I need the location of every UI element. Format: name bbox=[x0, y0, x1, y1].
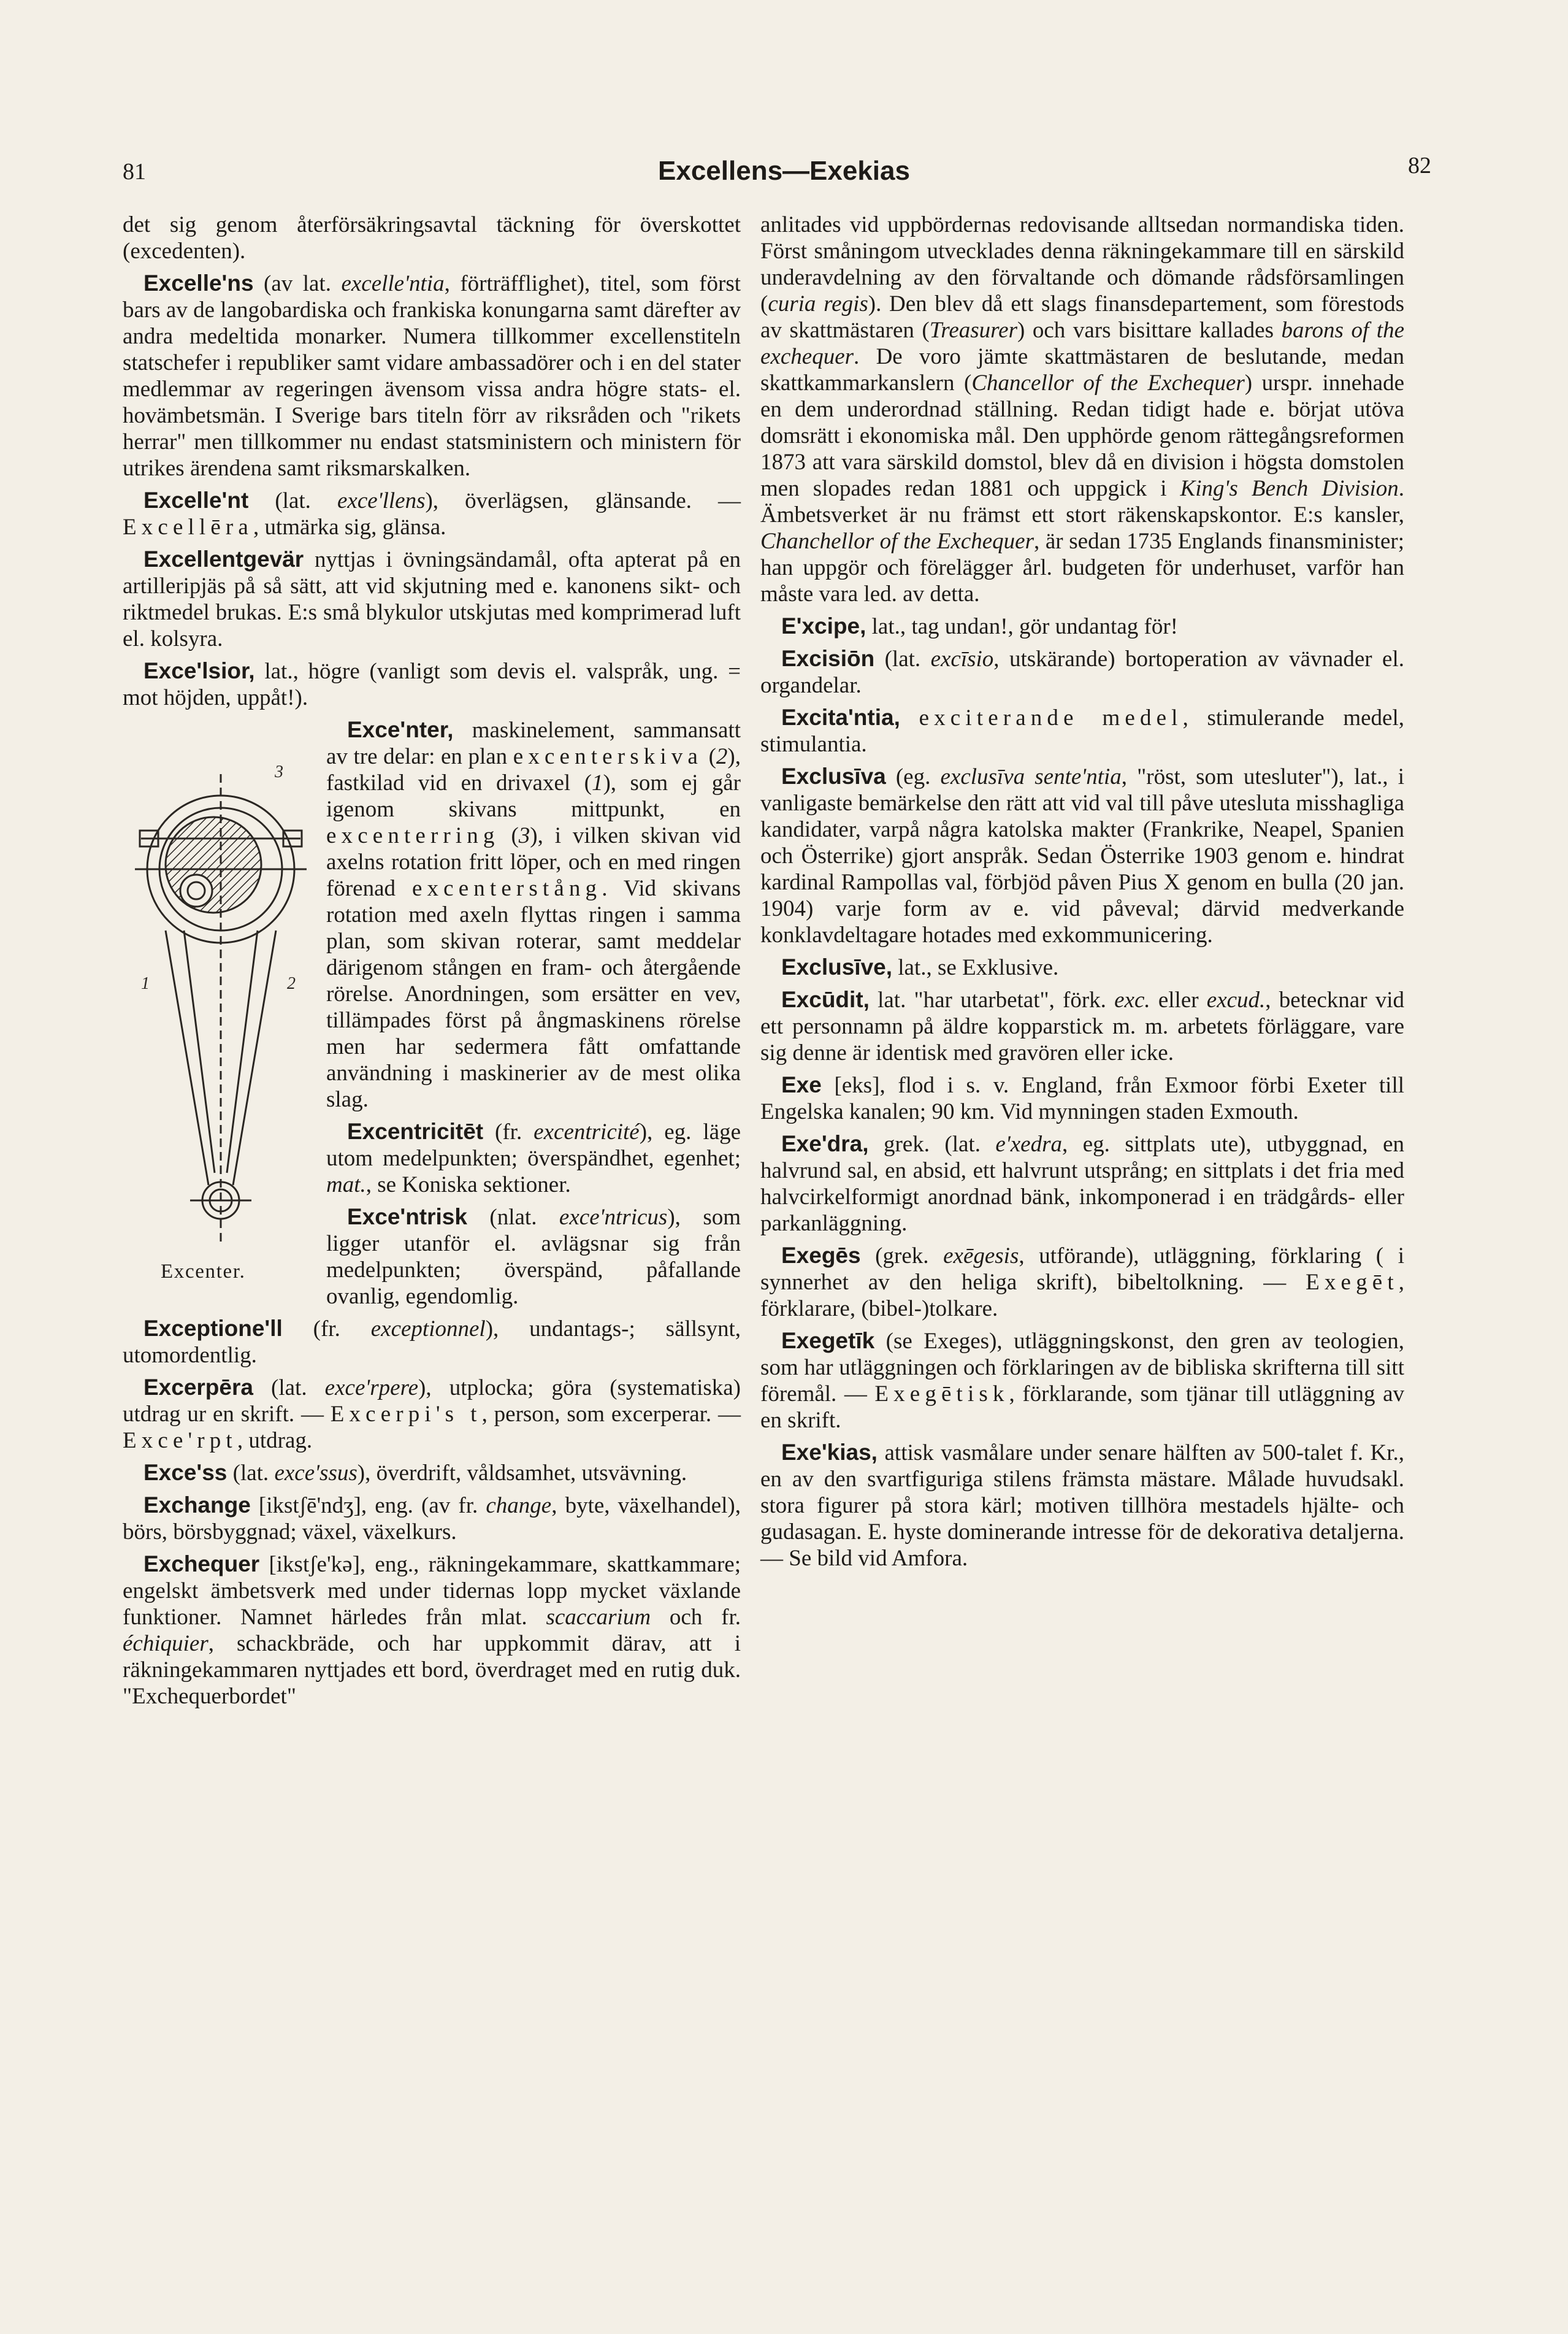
dictionary-entry bbox=[123, 1374, 741, 1454]
headword: Exe'dra, bbox=[781, 1131, 869, 1156]
dictionary-entry bbox=[760, 954, 1404, 981]
entry-text: [eks], flod i s. v. England, från Exmoor förbi Exeter till Engelska kanalen; 90 km. Vid mynningen staden Exmouth. bbox=[760, 1073, 1404, 1124]
spaced-term: Excellēra bbox=[123, 515, 253, 540]
italic-text: excentricité bbox=[534, 1119, 640, 1145]
entry-text: (fr. bbox=[282, 1316, 371, 1342]
figure-label-3: 3 bbox=[275, 762, 283, 781]
dictionary-entry bbox=[123, 546, 741, 652]
entry-text: , "röst, som utesluter"), lat., i vanligaste bemärkelse den rätt att vid val till påve utesluta misshagliga kandidater, varpå några katolska makter (Frankrike, Neapel, Spanien och Österrike) gjort anspråk. Sedan Österrike 1903 genom e. hindrat kardinal Rampollas val, förbjöd påven Pius X genom en bulla (20 jan. 1904) varje form av e. vid påveval; därvid medverkande konklavdeltagare hotades med exkommunicering. bbox=[760, 764, 1405, 948]
entry-text: det sig genom återförsäkringsavtal täckning för överskottet (excedenten). bbox=[123, 212, 741, 264]
dictionary-entry bbox=[760, 613, 1404, 640]
italic-text: curia regis bbox=[768, 291, 868, 317]
italic-text: exceptionnel bbox=[370, 1316, 486, 1342]
continued-text bbox=[760, 212, 1404, 607]
spaced-term: Exce'rpt bbox=[123, 1428, 237, 1453]
entry-text: , förklarare, (bibel-)tolkare. bbox=[760, 1270, 1404, 1321]
headword: Excerpēra bbox=[143, 1375, 253, 1400]
figure-label-2: 2 bbox=[287, 974, 296, 993]
italic-text: change bbox=[486, 1493, 552, 1518]
entry-text: (lat. bbox=[248, 488, 337, 513]
entry-text: , byte, växelhandel), börs, börsbyggnad; växel, växelkurs. bbox=[123, 1493, 741, 1545]
entry-text: lat., högre (vanligt som devis el. valspråk, ung. = mot höjden, uppåt!). bbox=[123, 659, 741, 710]
entry-text: , betecknar vid ett personnamn på äldre kopparstick m. m. arbetets förläggare, vare sig denne är identisk med gravören eller icke. bbox=[760, 988, 1404, 1065]
entry-text: (fr. bbox=[483, 1119, 534, 1145]
headword: Excentricitēt bbox=[347, 1119, 484, 1144]
spaced-term: excenterstång bbox=[411, 876, 602, 901]
entry-text: ), eg. läge utom medelpunkten; överspändhet, egenhet; bbox=[326, 1119, 741, 1171]
dictionary-entry bbox=[760, 704, 1404, 758]
entry-text: , utdrag. bbox=[237, 1428, 313, 1453]
italic-text: exce'rpere bbox=[324, 1375, 419, 1400]
italic-text: exēgesis bbox=[943, 1243, 1019, 1269]
dictionary-entry bbox=[760, 1072, 1404, 1125]
dictionary-entry bbox=[123, 1551, 741, 1710]
italic-text: barons of the exchequer bbox=[760, 318, 1405, 369]
figure-label-1: 1 bbox=[141, 974, 150, 993]
dictionary-entry bbox=[760, 986, 1404, 1066]
italic-text: 3 bbox=[518, 823, 530, 848]
headword: Exce'nter, bbox=[347, 717, 454, 742]
headword: Exce'ss bbox=[143, 1460, 228, 1485]
italic-text: Chancellor of the Exchequer bbox=[971, 370, 1245, 396]
spaced-term: Exegēt bbox=[1306, 1270, 1399, 1295]
italic-text: e'xedra bbox=[995, 1132, 1063, 1157]
italic-text: échiquier bbox=[123, 1631, 208, 1656]
headword: Excūdit, bbox=[781, 987, 870, 1012]
headword: Exchequer bbox=[143, 1551, 260, 1576]
entry-text: ), överlägsen, glänsande. — bbox=[425, 488, 741, 513]
entry-text: ), undantags-; sällsynt, utomordentlig. bbox=[123, 1316, 741, 1368]
spaced-term: Exegētisk bbox=[874, 1381, 1009, 1407]
spaced-term: exciterande medel bbox=[919, 705, 1183, 731]
italic-text: 2 bbox=[716, 744, 728, 769]
right-column bbox=[760, 212, 1404, 1577]
italic-text: exclusīva sente'ntia bbox=[940, 764, 1122, 789]
italic-text: excud. bbox=[1206, 988, 1266, 1013]
headword: Exegēs bbox=[781, 1243, 861, 1268]
entry-text: ). Den blev då ett slags finansdepartement, som förestods av skattmästaren ( bbox=[760, 291, 1404, 343]
entry-text: . Ämbetsverket är nu främst ett stort räkenskapskontor. E:s kansler, bbox=[760, 476, 1404, 528]
entry-text: , förklarande, som tjänar till utläggning av en skrift. bbox=[760, 1381, 1404, 1433]
headword: Exceptione'll bbox=[143, 1316, 283, 1341]
dictionary-entry bbox=[760, 1131, 1404, 1237]
entry-text: , är sedan 1735 Englands finansminister; han uppgör och förelägger årl. budgeten för underhuset, varför han måste vara led. av detta. bbox=[760, 529, 1405, 607]
entry-text: ), överdrift, våldsamhet, utsvävning. bbox=[357, 1461, 687, 1486]
headword: Exegetīk bbox=[781, 1328, 875, 1353]
italic-text: Chanchellor of the Exchequer bbox=[760, 529, 1034, 554]
italic-text: mat. bbox=[326, 1172, 366, 1197]
entry-text: (av lat. bbox=[253, 271, 342, 296]
dictionary-entry bbox=[760, 645, 1404, 699]
excenter-drawing bbox=[135, 774, 307, 1246]
entry-text: (lat. bbox=[874, 647, 931, 672]
entry-text: , utskärande) bortoperation av vävnader el. organdelar. bbox=[760, 647, 1404, 698]
running-head-title: Excellens—Exekias bbox=[658, 156, 910, 186]
entry-text: , schackbräde, och har uppkommit därav, att i räkningekammaren nyttjades ett bord, överdraget med en rutig duk. "Exchequerbordet" bbox=[123, 1631, 741, 1709]
italic-text: scaccarium bbox=[546, 1605, 651, 1630]
italic-text: exc. bbox=[1114, 988, 1150, 1013]
headword: Excisiōn bbox=[781, 646, 875, 671]
headword: Exe'kias, bbox=[781, 1440, 878, 1465]
entry-text: grek. (lat. bbox=[868, 1132, 996, 1157]
headword: Exe bbox=[781, 1072, 822, 1097]
italic-text: exce'ntricus bbox=[559, 1205, 668, 1230]
entry-text: ( bbox=[703, 744, 716, 769]
entry-text: eller bbox=[1150, 988, 1207, 1013]
italic-text: 1 bbox=[591, 770, 603, 796]
entry-text: , eg. sittplats ute), utbyggnad, en halvrund sal, en absid, ett halvrunt utsprång; en sittplats i det fria med halvcirkelformigt anordnad bänk, inkomponerad i en trädgårds- eller parkanläggning. bbox=[760, 1132, 1404, 1236]
italic-text: exce'llens bbox=[337, 488, 426, 513]
italic-text: excelle'ntia bbox=[341, 271, 445, 296]
spaced-term: Excerpi's t bbox=[330, 1402, 482, 1427]
entry-text: (lat. bbox=[227, 1461, 275, 1486]
entry-text: ), i vilken skivan vid axelns rotation fritt löper, och en med ringen förenad bbox=[326, 823, 741, 901]
entry-text: . De voro jämte skattmästaren de beslutande, medan skattkammarkanslern ( bbox=[760, 344, 1404, 396]
dictionary-entry bbox=[123, 487, 741, 540]
dictionary-entry bbox=[760, 1327, 1404, 1434]
headword: E'xcipe, bbox=[781, 613, 866, 639]
headword: Exce'lsior, bbox=[143, 658, 255, 683]
left-column bbox=[123, 212, 741, 1715]
entry-text: , person, som excerperar. — bbox=[481, 1402, 741, 1427]
italic-text: King's Bench Division bbox=[1180, 476, 1399, 501]
headword: Excellentgevär bbox=[143, 547, 304, 572]
dictionary-entry bbox=[760, 1439, 1404, 1572]
dictionary-entry bbox=[123, 270, 741, 482]
italic-text: Treasurer bbox=[929, 318, 1017, 343]
entry-text: ), utplocka; göra (systematiska) utdrag ur en skrift. — bbox=[123, 1375, 741, 1427]
entry-text: (eg. bbox=[885, 764, 941, 789]
entry-text: (grek. bbox=[860, 1243, 944, 1269]
figure-caption: Excenter. bbox=[161, 1261, 246, 1283]
dictionary-entry bbox=[760, 1242, 1404, 1322]
entry-text: , utmärka sig, glänsa. bbox=[253, 515, 446, 540]
entry-text: ), som ej går igenom skivans mittpunkt, en bbox=[326, 770, 741, 822]
entry-text: attisk vasmålare under senare hälften av 500-talet f. Kr., en av den svartfiguriga stilens främsta mästare. Målade huvudsakl. stora figurer på stora kärl; motiven tillhöra mestadels hjälte- och gudasagan. E. hyste dominerande intresse för de dekorativa detaljerna. — Se bild vid Amfora. bbox=[760, 1440, 1404, 1571]
italic-text: excīsio bbox=[930, 647, 994, 672]
headword: Excita'ntia, bbox=[781, 705, 900, 730]
entry-text: ), fastkilad vid en drivaxel ( bbox=[326, 744, 741, 796]
spaced-term: excenterskiva bbox=[513, 744, 703, 769]
excenter-diagram bbox=[123, 719, 313, 1259]
headword: Exchange bbox=[143, 1492, 251, 1518]
entry-text: lat., tag undan!, gör undantag för! bbox=[866, 614, 1178, 639]
entry-text: (lat. bbox=[253, 1375, 325, 1400]
dictionary-entry bbox=[123, 1315, 741, 1369]
entry-text: maskinelement, sammansatt av tre delar: en plan bbox=[326, 718, 741, 769]
continued-text bbox=[123, 212, 741, 264]
dictionary-entry bbox=[123, 658, 741, 711]
dictionary-entry bbox=[760, 763, 1404, 948]
headword: Excelle'ns bbox=[143, 271, 254, 296]
entry-text: , utförande), utläggning, förklaring ( i synnerhet av den heliga skrift), bibeltolkning. — bbox=[760, 1243, 1404, 1295]
excenter-figure bbox=[123, 719, 313, 1296]
entry-text: ) och vars bisittare kallades bbox=[1017, 318, 1282, 343]
entry-text: , förträfflighet), titel, som först bars av de langobardiska och frankiska konungarna samt därefter av andra medeltida monarker. Numera tillkommer excellenstiteln statschefer i republiker samt vidare ambassadörer och i en del stater medlemmar av regeringen ävensom vissa andra högre stats- el. hovämbetsmän. I Sverige bars titeln förr av riksråden och "rikets herrar" men tillkommer nu endast statsministern och ministern för utrikes ärendena samt riksmarskalken. bbox=[123, 271, 741, 481]
headword: Excelle'nt bbox=[143, 488, 249, 513]
headword: Exclusīva bbox=[781, 764, 886, 789]
spaced-term: excenterring bbox=[326, 823, 500, 848]
entry-text: [ikstʃē'ndʒ], eng. (av fr. bbox=[250, 1493, 486, 1518]
page-number-left: 81 bbox=[123, 159, 146, 185]
page-header bbox=[0, 153, 1568, 207]
entry-text: nyttjas i övningsändamål, ofta apterat på en artilleripjäs på så sätt, att vid skjutning med e. kanonens sikt- och riktmedel brukas. E:s små blykulor utskjutas med komprimerad luft el. kolsyra. bbox=[123, 547, 741, 651]
entry-text: [ikstʃe'kə], eng., räkningekammare, skattkammare; engelskt ämbetsverk med under tidernas lopp mycket växlande funktioner. Namnet härledes från mlat. bbox=[123, 1552, 741, 1630]
entry-text: , stimulerande medel, stimulantia. bbox=[760, 705, 1405, 757]
entry-text bbox=[900, 705, 919, 731]
italic-text: exce'ssus bbox=[274, 1461, 358, 1486]
entry-text: och fr. bbox=[651, 1605, 741, 1630]
entry-text: , se Koniska sektioner. bbox=[365, 1172, 571, 1197]
page-number-right: 82 bbox=[1408, 153, 1431, 179]
entry-text: ), som ligger utanför el. avlägsnar sig från medelpunkten; överspänd, påfallande ovanlig, egendomlig. bbox=[326, 1205, 741, 1309]
entry-text: . Vid skivans rotation med axeln flyttas ringen i samma plan, som skivan roterar, samt meddelar därigenom stången en fram- och återgående rörelse. Anordningen, som ersätter en vev, tillämpades först på ångmaskinens rörelse men har sedermera fått omfattande användning i maskinerier av de mest olika slag. bbox=[326, 876, 741, 1112]
entry-text: (nlat. bbox=[467, 1205, 559, 1230]
entry-text: lat. "har utarbetat", förk. bbox=[869, 988, 1115, 1013]
entry-text: lat., se Exklusive. bbox=[892, 955, 1059, 980]
dictionary-entry bbox=[123, 1492, 741, 1545]
entry-text: ) urspr. innehade en dem underordnad ställning. Redan tidigt hade e. börjat utöva domsrätt i ekonomiska mål. Den upphörde genom rättegångsreformen 1873 att vara särskild domstol, blev då en division i högsta domstolen men slopades redan 1881 och uppgick i bbox=[760, 370, 1404, 501]
headword: Exclusīve, bbox=[781, 954, 893, 980]
entry-text: anlitades vid uppbördernas redovisande alltsedan normandiska tiden. Först småningom utvecklades denna räkningekammare till en särskild underavdelning av den förvaltande och dömande rådsförsamlingen ( bbox=[760, 212, 1404, 317]
headword: Exce'ntrisk bbox=[347, 1204, 467, 1229]
dictionary-entry bbox=[123, 1459, 741, 1486]
entry-text: ( bbox=[499, 823, 519, 848]
entry-text: (se Exeges), utläggningskonst, den gren av teologien, som har utläggningen och förklaringen av de bibliska skrifterna till sitt föremål. — bbox=[760, 1329, 1404, 1407]
